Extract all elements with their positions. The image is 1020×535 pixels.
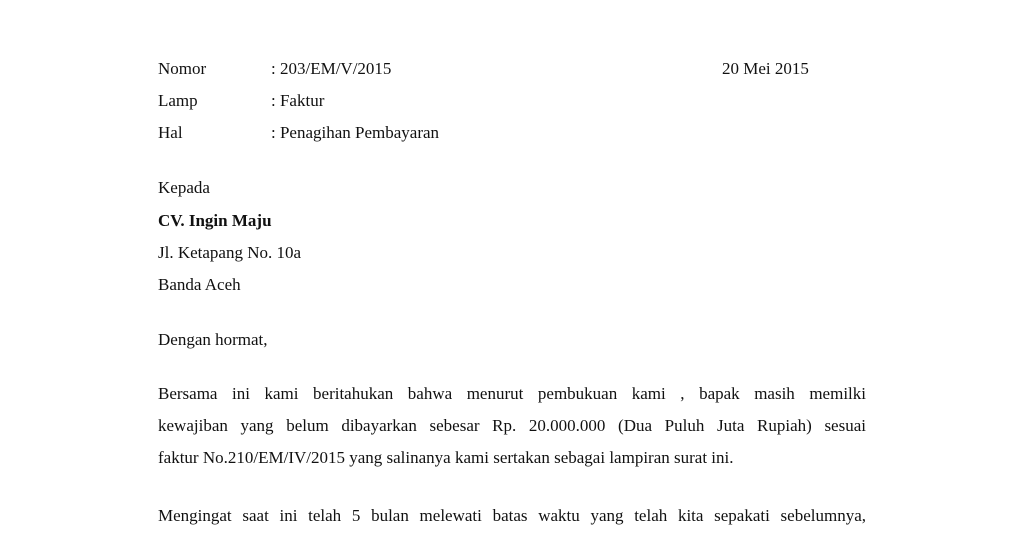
recipient-address: Jl. Ketapang No. 10a xyxy=(158,243,302,262)
opening-greeting: Dengan hormat, xyxy=(158,330,268,349)
hal-label: Hal xyxy=(158,123,183,142)
recipient-city: Banda Aceh xyxy=(158,275,241,294)
recipient-company: CV. Ingin Maju xyxy=(158,211,272,230)
paragraph-1 xyxy=(158,384,866,468)
paragraph-2-line: Mengingat saat ini telah 5 bulan melewati batas waktu yang telah kita sepakati sebelumnya, xyxy=(158,506,866,525)
paragraph-1-line: Bersama ini kami beritahukan bahwa menurut pembukuan kami , bapak masih memilki xyxy=(158,384,866,403)
nomor-value: : 203/EM/V/2015 xyxy=(271,59,392,78)
paragraph-1-line: faktur No.210/EM/IV/2015 yang salinanya kami sertakan sebagai lampiran surat ini. xyxy=(158,448,734,467)
lamp-label: Lamp xyxy=(158,91,198,110)
paragraph-1-line: kewajiban yang belum dibayarkan sebesar Rp. 20.000.000 (Dua Puluh Juta Rupiah) sesuai xyxy=(158,416,866,435)
nomor-label: Nomor xyxy=(158,59,207,78)
hal-value: : Penagihan Pembayaran xyxy=(271,123,440,142)
letter-date: 20 Mei 2015 xyxy=(722,59,809,78)
lamp-value: : Faktur xyxy=(271,91,325,110)
recipient-to-label: Kepada xyxy=(158,178,210,197)
paragraph-2 xyxy=(158,506,866,526)
